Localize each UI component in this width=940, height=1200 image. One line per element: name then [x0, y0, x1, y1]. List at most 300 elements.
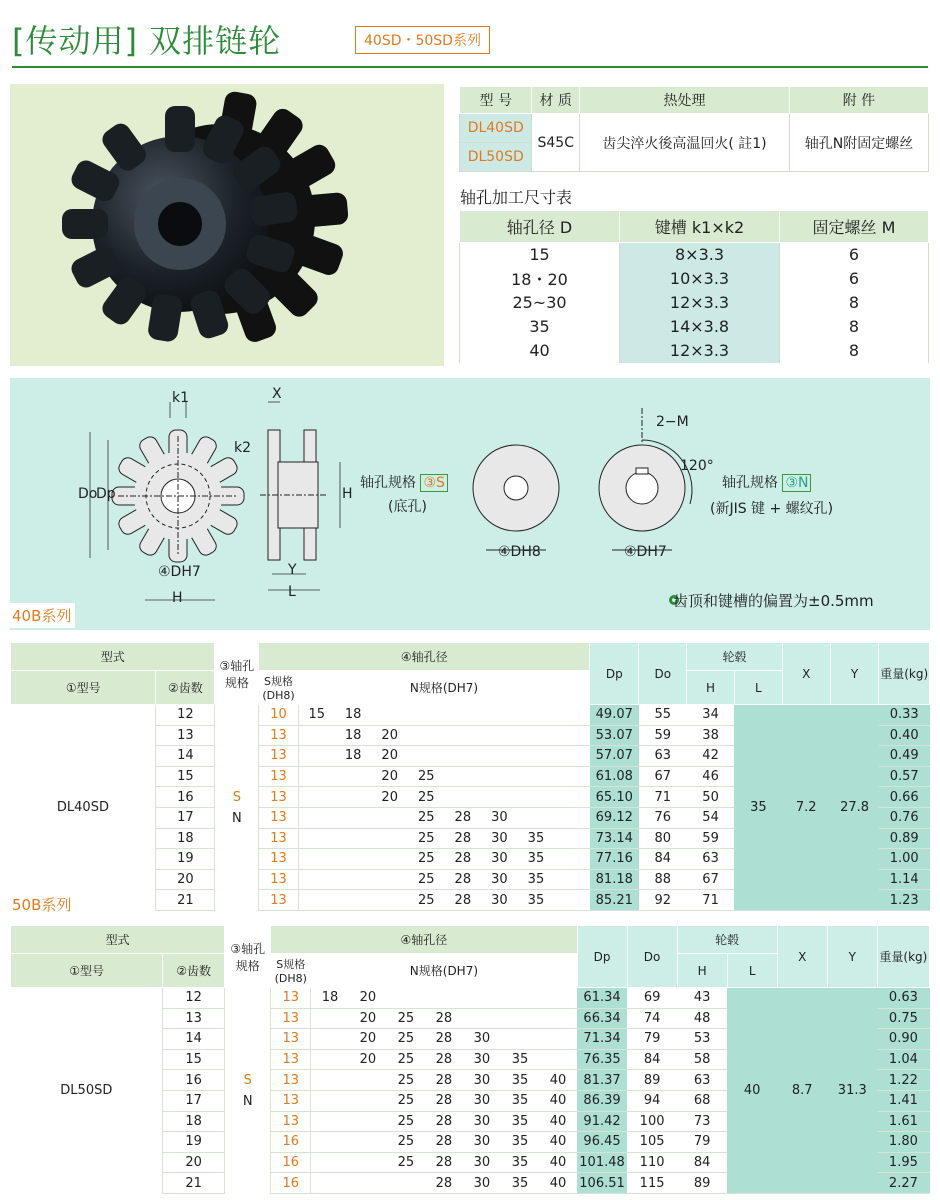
n-bore — [445, 725, 482, 746]
table-50 — [10, 925, 930, 1194]
dimension-diagram — [10, 378, 930, 630]
spec-s: S — [232, 789, 241, 805]
spec-model-40: DL40SD — [460, 114, 532, 143]
label-h-side: H — [342, 486, 353, 502]
header-x: X — [782, 643, 830, 705]
n-bore — [481, 705, 518, 726]
n-bore — [311, 1111, 349, 1132]
n-bore — [554, 890, 589, 911]
n-bore — [311, 1049, 349, 1070]
label-n-spec: 轴孔规格 ③N — [722, 472, 811, 492]
bore-cell: 40 — [460, 339, 620, 363]
dp-value: 61.08 — [590, 766, 639, 787]
header-bore-spec: ③轴孔规格 — [225, 926, 271, 988]
series-tag: 40SD・50SD系列 — [355, 26, 490, 54]
header-dp: Dp — [590, 643, 639, 705]
teeth-count: 17 — [163, 1090, 225, 1111]
s-bore: 16 — [271, 1152, 311, 1173]
teeth-count: 21 — [156, 890, 215, 911]
s-bore: 10 — [259, 705, 299, 726]
page-title: [传动用] 双排链轮 — [12, 22, 282, 60]
label-2m: 2−M — [656, 414, 689, 430]
teeth-count: 15 — [163, 1049, 225, 1070]
table-row — [11, 988, 930, 1009]
n-bore: 35 — [501, 1111, 539, 1132]
dp-value: 66.34 — [577, 1008, 627, 1029]
spec-header-material: 材 质 — [532, 87, 580, 114]
x-value: 7.2 — [782, 705, 830, 911]
n-bore — [501, 1008, 539, 1029]
teeth-count: 21 — [163, 1173, 225, 1194]
n-bore: 25 — [408, 766, 445, 787]
l-value: 40 — [727, 988, 777, 1194]
dp-value: 101.48 — [577, 1152, 627, 1173]
n-bore: 30 — [481, 869, 518, 890]
n-bore — [463, 988, 501, 1009]
weight-value: 0.49 — [879, 746, 930, 767]
weight-value: 1.22 — [877, 1070, 929, 1091]
n-bore: 20 — [349, 1029, 387, 1050]
do-value: 92 — [639, 890, 687, 911]
header-model-group: 型式 — [11, 926, 225, 954]
weight-value: 0.89 — [879, 828, 930, 849]
teeth-count: 19 — [163, 1132, 225, 1153]
do-value: 105 — [627, 1132, 677, 1153]
weight-value: 2.27 — [877, 1173, 929, 1194]
dp-value: 71.34 — [577, 1029, 627, 1050]
weight-value: 1.23 — [879, 890, 930, 911]
n-bore — [298, 766, 335, 787]
header-x: X — [777, 926, 827, 988]
label-y: Y — [288, 562, 297, 578]
label-n-sub: (新JIS 键 + 螺纹孔) — [710, 501, 834, 517]
spec-table — [459, 86, 929, 172]
header-weight: 重量(kg) — [877, 926, 929, 988]
n-bore: 35 — [518, 828, 555, 849]
header-model-group: 型式 — [11, 643, 215, 671]
n-bore — [539, 1049, 577, 1070]
n-bore: 18 — [335, 746, 372, 767]
n-bore — [408, 725, 445, 746]
n-bore — [311, 1070, 349, 1091]
h-value: 68 — [677, 1090, 727, 1111]
teeth-count: 12 — [163, 988, 225, 1009]
table-row — [460, 339, 929, 363]
n-spec-box: ③N — [782, 474, 811, 492]
s-bore: 13 — [259, 746, 299, 767]
n-bore — [554, 807, 589, 828]
n-bore — [311, 1132, 349, 1153]
teeth-count: 18 — [163, 1111, 225, 1132]
bore-cell: 6 — [780, 267, 929, 291]
label-dp: Dp — [96, 486, 116, 502]
n-bore: 20 — [371, 787, 408, 808]
n-bore: 25 — [387, 1090, 425, 1111]
bore-cell: 35 — [460, 315, 620, 339]
header-y: Y — [827, 926, 877, 988]
label-l: L — [288, 584, 296, 600]
header-do: Do — [627, 926, 677, 988]
h-value: 54 — [687, 807, 735, 828]
n-bore: 25 — [408, 890, 445, 911]
bore-cell: 15 — [460, 243, 620, 267]
n-bore — [335, 807, 372, 828]
n-bore: 30 — [481, 807, 518, 828]
n-bore: 25 — [387, 1049, 425, 1070]
sprocket-photo-icon — [10, 84, 444, 366]
n-bore: 28 — [445, 807, 482, 828]
label-dh7-front: ④DH7 — [158, 564, 201, 580]
n-bore — [371, 705, 408, 726]
n-bore — [518, 705, 555, 726]
do-value: 71 — [639, 787, 687, 808]
n-bore — [311, 1008, 349, 1029]
label-angle: 120° — [680, 458, 714, 474]
dp-value: 73.14 — [590, 828, 639, 849]
s-bore: 13 — [271, 1008, 311, 1029]
n-bore: 30 — [463, 1173, 501, 1194]
n-bore — [463, 1008, 501, 1029]
bore-cell: 14×3.8 — [620, 315, 780, 339]
n-bore: 35 — [501, 1049, 539, 1070]
header-teeth: ②齿数 — [163, 954, 225, 988]
weight-value: 1.04 — [877, 1049, 929, 1070]
model-name: DL40SD — [56, 800, 109, 816]
table-row — [460, 291, 929, 315]
dp-value: 81.37 — [577, 1070, 627, 1091]
n-bore: 18 — [335, 705, 372, 726]
teeth-count: 14 — [156, 746, 215, 767]
header-divider — [12, 66, 928, 68]
n-bore: 40 — [539, 1111, 577, 1132]
n-bore: 25 — [387, 1029, 425, 1050]
n-bore — [554, 869, 589, 890]
n-bore: 30 — [463, 1029, 501, 1050]
label-k2: k2 — [234, 440, 252, 456]
page-header — [12, 14, 932, 64]
teeth-count: 14 — [163, 1029, 225, 1050]
offset-note: 齿顶和键槽的偏置为±0.5mm — [673, 592, 874, 610]
weight-value: 0.66 — [879, 787, 930, 808]
h-value: 48 — [677, 1008, 727, 1029]
n-bore — [481, 787, 518, 808]
do-value: 55 — [639, 705, 687, 726]
n-bore: 28 — [425, 1111, 463, 1132]
h-value: 71 — [687, 890, 735, 911]
bore-cell: 12×3.3 — [620, 291, 780, 315]
n-bore — [371, 828, 408, 849]
table-row — [460, 267, 929, 291]
n-bore: 28 — [425, 1049, 463, 1070]
n-bore: 25 — [387, 1008, 425, 1029]
header-weight: 重量(kg) — [879, 643, 930, 705]
n-bore — [387, 988, 425, 1009]
header-n-spec: N规格(DH7) — [311, 954, 577, 988]
spec-heat: 齿尖淬火後高温回火( 註1) — [580, 114, 790, 172]
s-bore: 13 — [259, 766, 299, 787]
h-value: 46 — [687, 766, 735, 787]
n-bore: 30 — [481, 890, 518, 911]
bore-cell: 12×3.3 — [620, 339, 780, 363]
do-value: 84 — [639, 849, 687, 870]
n-bore — [554, 828, 589, 849]
bore-cell: 18・20 — [460, 267, 620, 291]
h-value: 79 — [677, 1132, 727, 1153]
n-bore — [298, 725, 335, 746]
n-bore — [311, 1152, 349, 1173]
s-bore: 13 — [259, 869, 299, 890]
y-value: 31.3 — [827, 988, 877, 1194]
header-h: H — [677, 954, 727, 988]
label-dh7-n: ④DH7 — [624, 544, 667, 560]
n-bore: 30 — [463, 1090, 501, 1111]
s-bore: 13 — [259, 828, 299, 849]
n-bore: 18 — [335, 725, 372, 746]
n-bore: 30 — [463, 1152, 501, 1173]
spec-header-model: 型 号 — [460, 87, 532, 114]
n-bore: 28 — [425, 1090, 463, 1111]
table-row — [11, 705, 930, 726]
bore-spec-cell — [215, 705, 259, 911]
n-bore — [298, 828, 335, 849]
h-value: 53 — [677, 1029, 727, 1050]
weight-value: 1.14 — [879, 869, 930, 890]
weight-value: 0.76 — [879, 807, 930, 828]
n-bore — [539, 988, 577, 1009]
bore-cell: 25~30 — [460, 291, 620, 315]
teeth-count: 18 — [156, 828, 215, 849]
header-hub: 轮毂 — [687, 643, 783, 671]
bore-cell: 8 — [780, 315, 929, 339]
n-bore: 28 — [425, 1008, 463, 1029]
h-value: 63 — [687, 849, 735, 870]
teeth-count: 13 — [163, 1008, 225, 1029]
n-bore: 40 — [539, 1173, 577, 1194]
s-bore: 16 — [271, 1173, 311, 1194]
n-bore — [481, 746, 518, 767]
label-x: X — [272, 386, 282, 402]
spec-header-heat: 热处理 — [580, 87, 790, 114]
header-teeth: ②齿数 — [156, 671, 215, 705]
n-bore — [371, 890, 408, 911]
label-dh8: ④DH8 — [498, 544, 541, 560]
dp-value: 61.34 — [577, 988, 627, 1009]
do-value: 63 — [639, 746, 687, 767]
header-l: L — [734, 671, 782, 705]
spec-n: N — [242, 1093, 253, 1109]
n-bore — [349, 1070, 387, 1091]
series-50-label: 50B系列 — [12, 896, 72, 914]
teeth-count: 20 — [156, 869, 215, 890]
n-bore: 20 — [349, 988, 387, 1009]
weight-value: 1.61 — [877, 1111, 929, 1132]
spec-accessory: 轴孔N附固定螺丝 — [789, 114, 928, 172]
s-bore: 13 — [271, 1090, 311, 1111]
s-bore: 13 — [259, 787, 299, 808]
n-bore: 35 — [501, 1152, 539, 1173]
n-bore: 30 — [463, 1049, 501, 1070]
y-value: 27.8 — [830, 705, 879, 911]
n-bore: 35 — [501, 1173, 539, 1194]
n-bore — [481, 725, 518, 746]
n-bore: 30 — [463, 1070, 501, 1091]
header-model: ①型号 — [11, 954, 163, 988]
weight-value: 1.80 — [877, 1132, 929, 1153]
n-bore — [554, 746, 589, 767]
n-bore — [349, 1132, 387, 1153]
weight-value: 0.63 — [877, 988, 929, 1009]
n-bore — [335, 766, 372, 787]
dp-value: 77.16 — [590, 849, 639, 870]
h-value: 84 — [677, 1152, 727, 1173]
bore-cell: 8 — [780, 339, 929, 363]
n-bore: 35 — [501, 1132, 539, 1153]
n-bore: 20 — [371, 766, 408, 787]
n-bore — [408, 746, 445, 767]
series-40-label: 40B系列 — [10, 603, 75, 628]
n-bore: 20 — [349, 1049, 387, 1070]
n-bore: 28 — [445, 869, 482, 890]
label-s-spec: 轴孔规格 ③S — [360, 472, 448, 492]
do-value: 88 — [639, 869, 687, 890]
bore-header-d: 轴孔径 D — [460, 211, 620, 243]
h-value: 63 — [677, 1070, 727, 1091]
n-bore — [445, 705, 482, 726]
teeth-count: 16 — [163, 1070, 225, 1091]
bore-cell: 6 — [780, 243, 929, 267]
n-bore: 28 — [425, 1132, 463, 1153]
n-bore — [518, 725, 555, 746]
s-bore: 13 — [271, 988, 311, 1009]
h-value: 42 — [687, 746, 735, 767]
n-bore: 35 — [518, 890, 555, 911]
dp-value: 85.21 — [590, 890, 639, 911]
dp-value: 81.18 — [590, 869, 639, 890]
do-value: 69 — [627, 988, 677, 1009]
h-value: 50 — [687, 787, 735, 808]
dp-value: 57.07 — [590, 746, 639, 767]
s-bore: 13 — [271, 1049, 311, 1070]
header-n-spec: N规格(DH7) — [298, 671, 589, 705]
dp-value: 69.12 — [590, 807, 639, 828]
spec-n: N — [231, 810, 242, 826]
h-value: 38 — [687, 725, 735, 746]
do-value: 80 — [639, 828, 687, 849]
n-bore: 28 — [425, 1173, 463, 1194]
h-value: 59 — [687, 828, 735, 849]
n-bore: 35 — [518, 849, 555, 870]
n-bore: 25 — [387, 1111, 425, 1132]
n-bore — [335, 849, 372, 870]
n-bore — [298, 869, 335, 890]
spec-model-50: DL50SD — [460, 143, 532, 172]
n-bore: 25 — [408, 828, 445, 849]
header-s-spec: S规格(DH8) — [259, 671, 299, 705]
n-bore — [518, 807, 555, 828]
table-40 — [10, 642, 930, 911]
weight-value: 1.41 — [877, 1090, 929, 1111]
bore-cell: 8×3.3 — [620, 243, 780, 267]
n-bore — [349, 1173, 387, 1194]
dp-value: 49.07 — [590, 705, 639, 726]
n-bore: 20 — [371, 725, 408, 746]
bore-header-screw: 固定螺丝 M — [780, 211, 929, 243]
weight-value: 1.00 — [879, 849, 930, 870]
n-bore: 30 — [463, 1132, 501, 1153]
x-value: 8.7 — [777, 988, 827, 1194]
n-bore — [554, 725, 589, 746]
dp-value: 76.35 — [577, 1049, 627, 1070]
header-do: Do — [639, 643, 687, 705]
n-bore: 35 — [518, 869, 555, 890]
n-bore — [335, 869, 372, 890]
bore-header-key: 键槽 k1×k2 — [620, 211, 780, 243]
bore-cell: 10×3.3 — [620, 267, 780, 291]
weight-value: 1.95 — [877, 1152, 929, 1173]
dp-value: 91.42 — [577, 1111, 627, 1132]
header-h: H — [687, 671, 735, 705]
header-l: L — [727, 954, 777, 988]
s-bore: 13 — [259, 890, 299, 911]
n-bore: 28 — [445, 849, 482, 870]
do-value: 110 — [627, 1152, 677, 1173]
weight-value: 0.33 — [879, 705, 930, 726]
n-bore — [539, 1008, 577, 1029]
do-value: 74 — [627, 1008, 677, 1029]
bore-cell: 8 — [780, 291, 929, 315]
n-bore — [371, 807, 408, 828]
spec-material: S45C — [532, 114, 580, 172]
n-bore: 25 — [408, 849, 445, 870]
do-value: 76 — [639, 807, 687, 828]
teeth-count: 12 — [156, 705, 215, 726]
n-bore: 28 — [425, 1029, 463, 1050]
teeth-count: 13 — [156, 725, 215, 746]
weight-value: 0.75 — [877, 1008, 929, 1029]
header-hub: 轮毂 — [677, 926, 777, 954]
n-bore — [554, 766, 589, 787]
n-bore — [298, 807, 335, 828]
n-bore: 25 — [387, 1070, 425, 1091]
h-value: 73 — [677, 1111, 727, 1132]
n-bore — [554, 849, 589, 870]
n-bore: 25 — [387, 1132, 425, 1153]
s-bore: 13 — [259, 849, 299, 870]
n-bore: 35 — [501, 1070, 539, 1091]
n-bore — [539, 1029, 577, 1050]
n-bore: 30 — [481, 849, 518, 870]
n-bore: 28 — [425, 1070, 463, 1091]
teeth-count: 16 — [156, 787, 215, 808]
n-bore: 25 — [408, 807, 445, 828]
n-bore: 20 — [349, 1008, 387, 1029]
n-bore — [554, 705, 589, 726]
teeth-count: 19 — [156, 849, 215, 870]
table-row — [460, 243, 929, 267]
n-bore — [298, 849, 335, 870]
n-bore — [298, 890, 335, 911]
n-bore — [425, 988, 463, 1009]
h-value: 34 — [687, 705, 735, 726]
n-bore — [445, 746, 482, 767]
bore-spec-cell — [225, 988, 271, 1194]
s-bore: 13 — [259, 725, 299, 746]
n-bore: 28 — [445, 890, 482, 911]
h-value: 58 — [677, 1049, 727, 1070]
n-bore — [518, 766, 555, 787]
n-bore — [501, 988, 539, 1009]
dp-value: 53.07 — [590, 725, 639, 746]
